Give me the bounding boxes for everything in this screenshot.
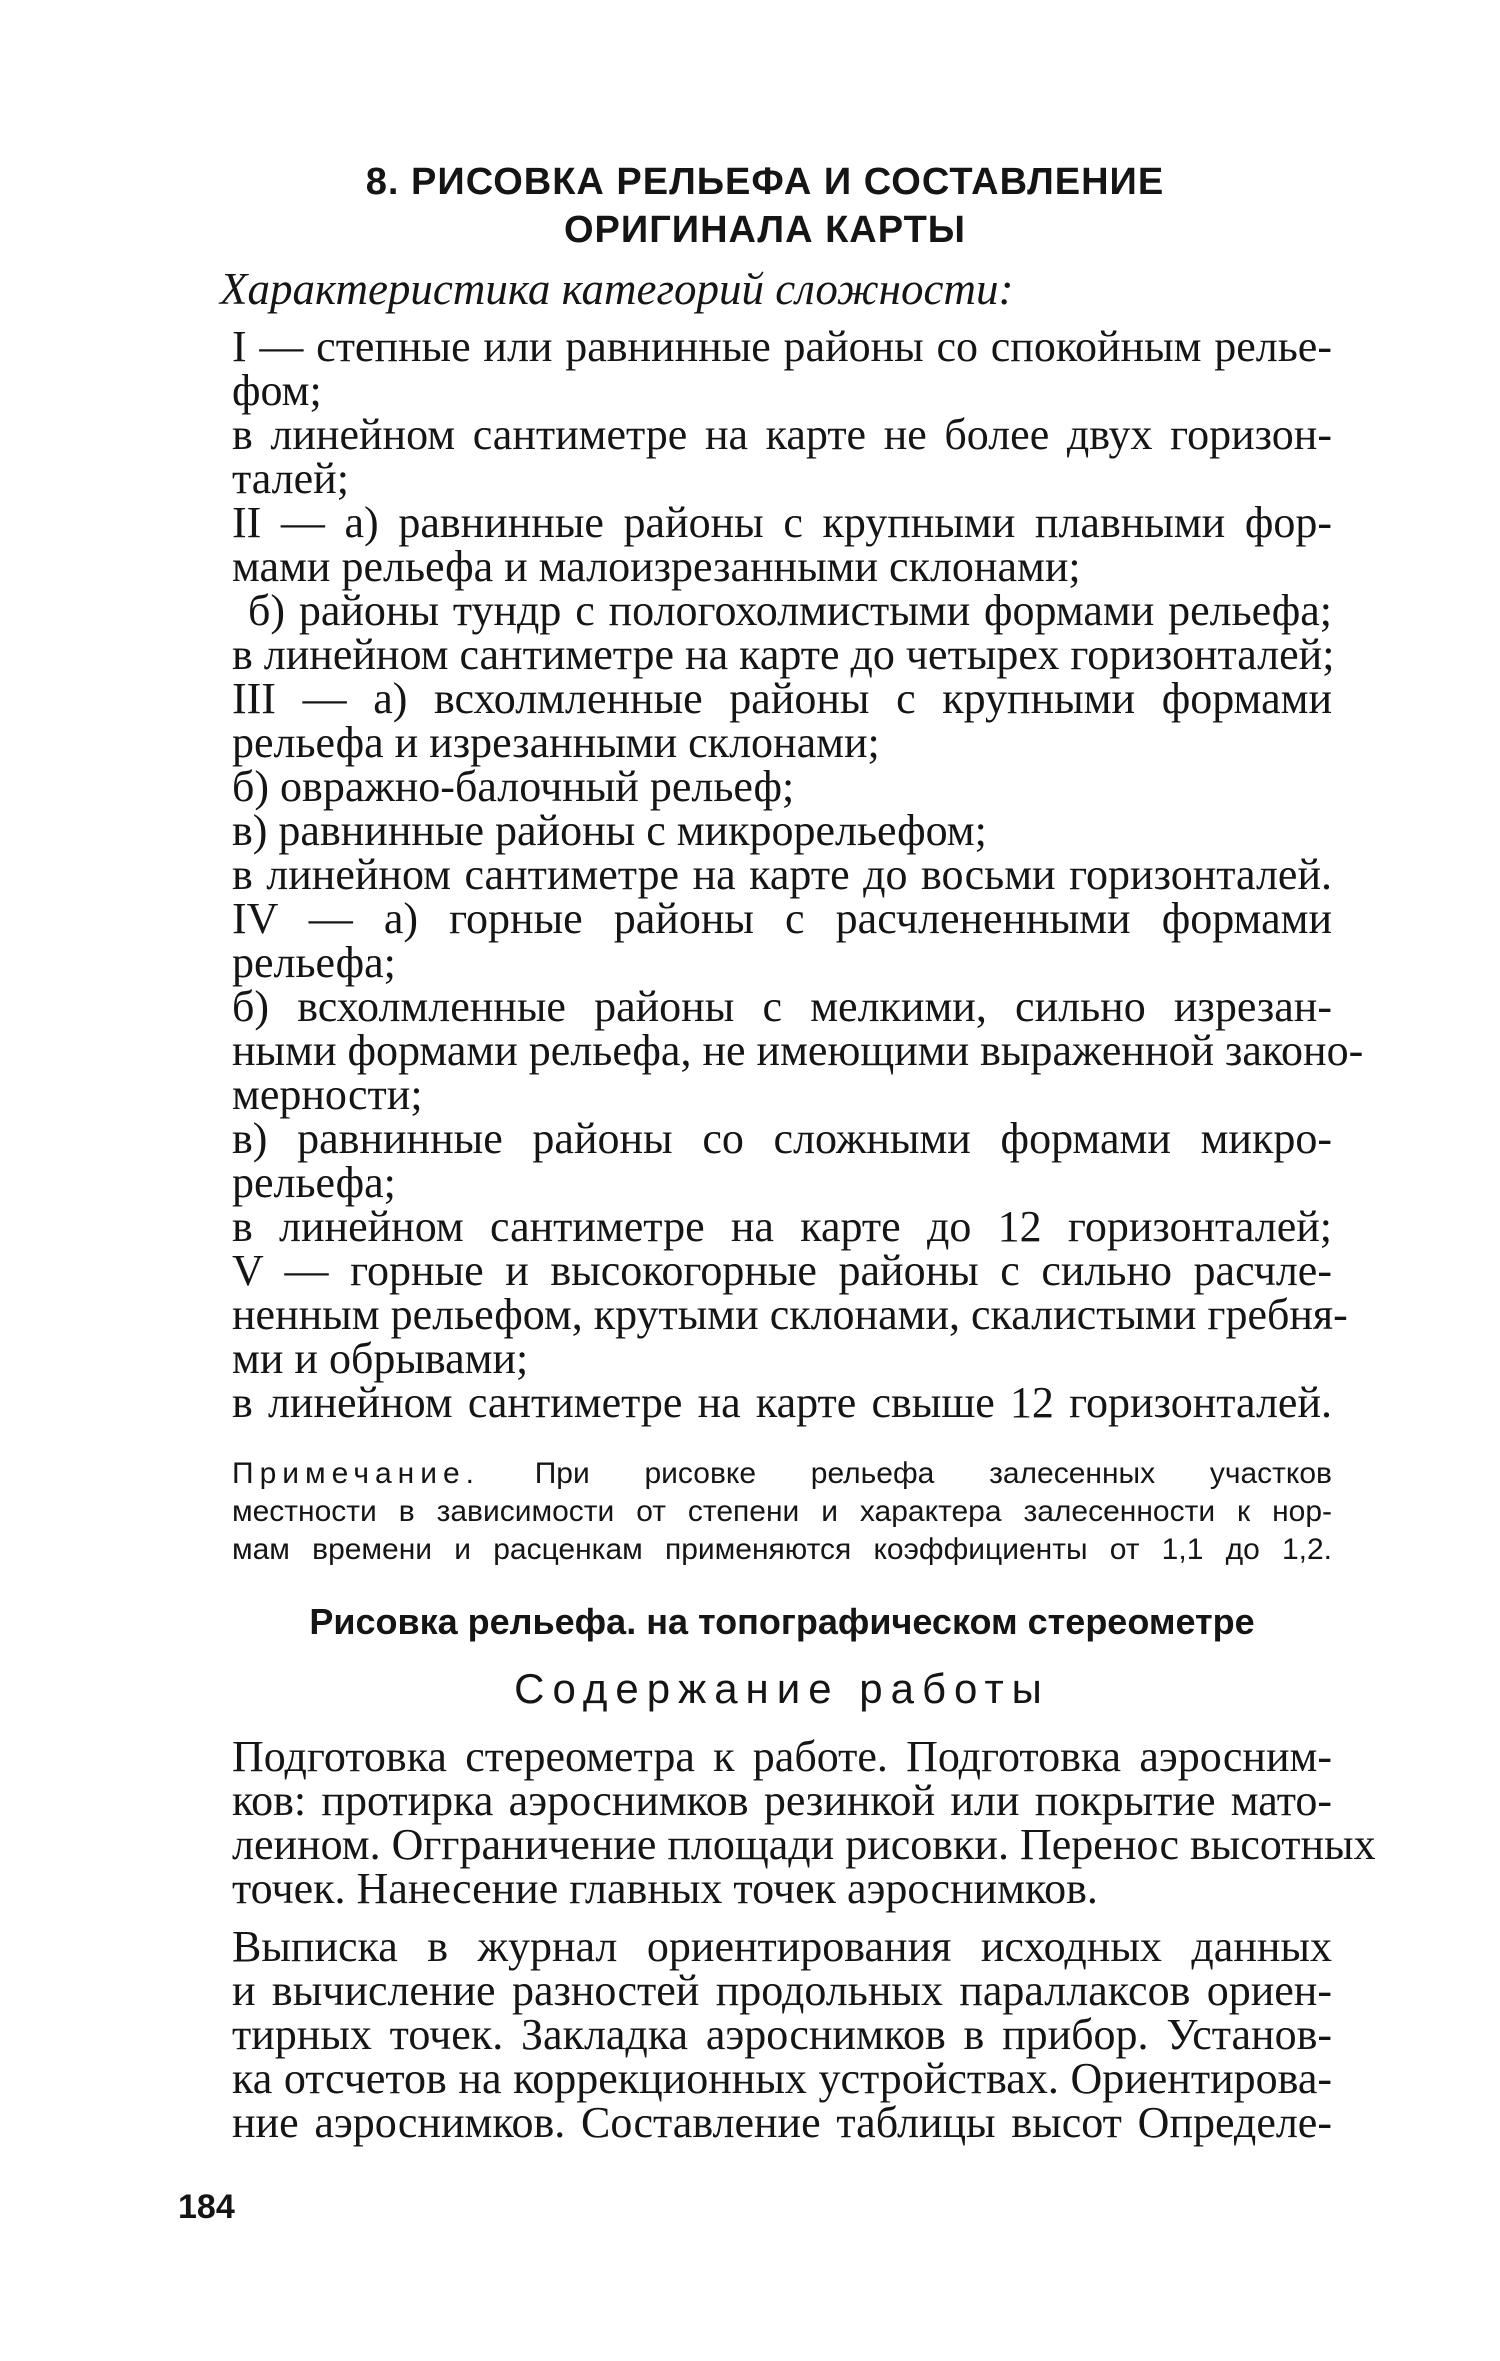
body-line: рельефа; bbox=[232, 938, 396, 987]
note-block bbox=[232, 1455, 1332, 1569]
paragraph-line: ка отсчетов на коррекционных устройствах. Ориентирова- bbox=[232, 2054, 1332, 2103]
paragraph-line: и вычисление разностей продольных параллаксов ориен- bbox=[232, 1966, 1332, 2015]
note-label: Примечание. bbox=[232, 1457, 480, 1490]
body-line: талей; bbox=[232, 454, 349, 503]
body-line: II — а) равнинные районы с крупными плавными фор- bbox=[232, 498, 1332, 547]
body-line: рельефа и изрезанными склонами; bbox=[232, 718, 880, 767]
note-line: местности в зависимости от степени и характера залесенности к нор- bbox=[232, 1495, 1332, 1528]
paragraph-line: Выписка в журнал ориентирования исходных данных bbox=[232, 1922, 1332, 1971]
body-line: в линейном сантиметре на карте не более двух горизон- bbox=[232, 410, 1332, 459]
body-line: рельефа; bbox=[232, 1158, 396, 1207]
paragraph-line: леином. Огграничение площади рисовки. Перенос высотных bbox=[232, 1820, 1376, 1869]
paragraph-line: тирных точек. Закладка аэроснимков в прибор. Установ- bbox=[232, 2010, 1332, 2059]
paragraph-1 bbox=[232, 1732, 1376, 1913]
body-line: в линейном сантиметре на карте до восьми горизонталей. bbox=[232, 850, 1332, 899]
body-line: IV — а) горные районы с расчлененными формами bbox=[232, 894, 1332, 943]
body-line: б) всхолмленные районы с мелкими, сильно изрезан- bbox=[232, 982, 1332, 1031]
body-line: I — степные или равнинные районы со спокойным релье- bbox=[232, 322, 1332, 371]
body-line: в линейном сантиметре на карте свыше 12 горизонталей. bbox=[232, 1378, 1332, 1427]
note-line-1 bbox=[232, 1455, 1332, 1493]
body-line: III — а) всхолмленные районы с крупными формами bbox=[232, 674, 1332, 723]
section-title: Рисовка рельефа. на топографическом стереометре bbox=[309, 1601, 1255, 1642]
content-title: Содержание работы bbox=[514, 1665, 1050, 1712]
body-line: ми и обрывами; bbox=[232, 1334, 529, 1383]
body-line: б) овражно-балочный рельеф; bbox=[232, 762, 795, 811]
body-line: ными формами рельефа, не имеющими выраженной законо- bbox=[232, 1026, 1364, 1075]
body-line: мами рельефа и малоизрезанными склонами; bbox=[232, 542, 1081, 591]
chapter-heading-line-1: 8. РИСОВКА РЕЛЬЕФА И СОСТАВЛЕНИЕ bbox=[365, 161, 1165, 203]
paragraph-line: Подготовка стереометра к работе. Подготовка аэросним- bbox=[232, 1732, 1332, 1781]
body-line: ненным рельефом, крутыми склонами, скалистыми гребня- bbox=[232, 1290, 1348, 1339]
chapter-heading-line-2: ОРИГИНАЛА КАРТЫ bbox=[564, 209, 966, 251]
paragraph-2 bbox=[232, 1922, 1332, 2147]
note-line: мам времени и расценкам применяются коэффициенты от 1,1 до 1,2. bbox=[232, 1533, 1332, 1566]
paragraph-line: ков: протирка аэроснимков резинкой или покрытие мато- bbox=[232, 1776, 1332, 1825]
paragraph-line: точек. Нанесение главных точек аэроснимков. bbox=[232, 1864, 1098, 1913]
body-line: в линейном сантиметре на карте до четырех горизонталей; bbox=[232, 630, 1335, 679]
categories-text bbox=[232, 322, 1364, 1427]
page-number: 184 bbox=[178, 2188, 235, 2226]
body-line: фом; bbox=[232, 366, 322, 415]
characteristics-title: Характеристика категорий сложности: bbox=[220, 264, 1014, 314]
body-line: в) равнинные районы с микрорельефом; bbox=[232, 806, 987, 855]
body-line: б) районы тундр с пологохолмистыми формами рельефа; bbox=[248, 586, 1332, 635]
body-line: мерности; bbox=[232, 1070, 423, 1119]
body-line: в) равнинные районы со сложными формами микро- bbox=[232, 1114, 1332, 1163]
body-line: V — горные и высокогорные районы с сильно расчле- bbox=[232, 1246, 1332, 1295]
paragraph-line: ние аэроснимков. Составление таблицы высот Определе- bbox=[232, 2098, 1332, 2147]
body-line: в линейном сантиметре на карте до 12 горизонталей; bbox=[232, 1202, 1332, 1251]
note-text: При рисовке рельефа залесенных участков bbox=[534, 1457, 1332, 1490]
